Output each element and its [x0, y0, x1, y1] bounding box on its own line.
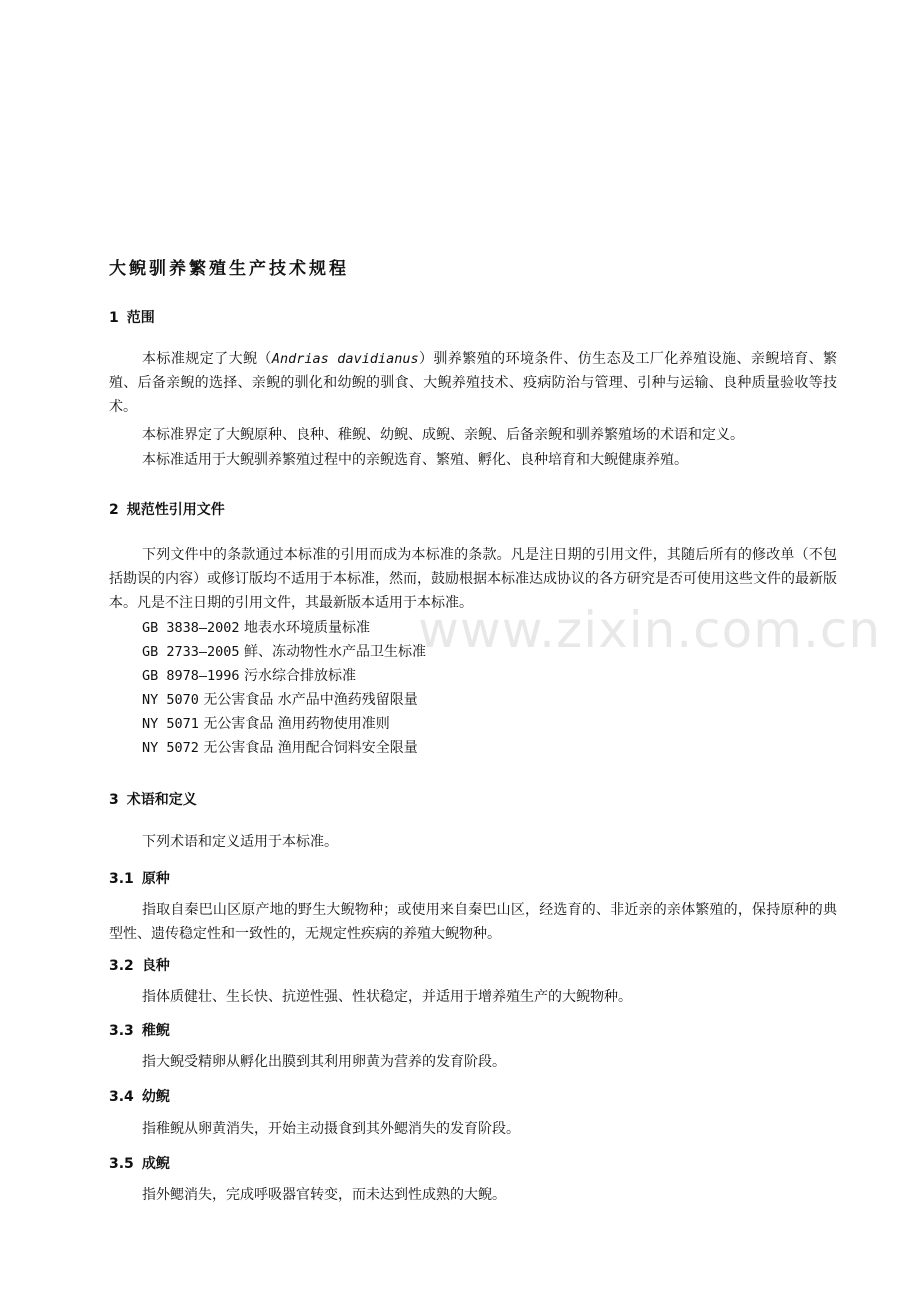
scope-p1-text-end: ）驯养繁殖的环境条件、仿生态及工厂化养殖设施、亲鲵培育、繁殖、后备亲鲵的选择、亲鲵的驯化和幼鲵的驯食、大鲵养殖技术、疫病防治与管理、引种与运输、良种质量验收等技术。: [109, 351, 838, 415]
reference-name: 无公害食品 水产品中渔药残留限量: [203, 692, 418, 708]
term-title: 幼鲵: [141, 1089, 170, 1105]
reference-code: NY 5071: [142, 716, 199, 732]
watermark: www.zixin.com.cn: [418, 601, 882, 659]
term-definition: 指稚鲵从卵黄消失，开始主动摄食到其外鳃消失的发育阶段。: [142, 1121, 520, 1137]
term-number: 3.3: [109, 1023, 134, 1039]
term-number: 3.4: [109, 1089, 134, 1105]
section-title: 规范性引用文件: [126, 502, 225, 518]
term-number: 3.1: [109, 871, 134, 887]
term-title: 原种: [141, 871, 170, 887]
document-title: 大鲵驯养繁殖生产技术规程: [109, 259, 349, 279]
term-title: 良种: [141, 958, 170, 974]
term-title: 成鲵: [141, 1156, 170, 1172]
reference-name: 地表水环境质量标准: [244, 620, 370, 636]
reference-item: [142, 688, 418, 712]
term-heading-original-species: [109, 868, 170, 888]
reference-code: GB 3838—2002: [142, 620, 240, 636]
reference-name: 鲜、冻动物性水产品卫生标准: [244, 644, 426, 660]
reference-code: GB 2733—2005: [142, 644, 240, 660]
reference-name: 无公害食品 渔用药物使用准则: [203, 716, 390, 732]
reference-item: [142, 664, 356, 688]
reference-code: NY 5072: [142, 740, 199, 756]
scope-paragraph-3: 本标准适用于大鲵驯养繁殖过程中的亲鲵选育、繁殖、孵化、良种培育和大鲵健康养殖。: [142, 452, 688, 468]
reference-item: [142, 616, 370, 640]
term-definition: 指取自秦巴山区原产地的野生大鲵物种；或使用来自秦巴山区，经选育的、非近亲的亲体繁殖的，保持原种的典型性、遗传稳定性和一致性的，无规定性疾病的养殖大鲵物种。: [109, 902, 837, 942]
term-number: 3.5: [109, 1156, 134, 1172]
reference-item: [142, 736, 418, 760]
section-title: 术语和定义: [126, 792, 197, 808]
reference-code: NY 5070: [142, 692, 199, 708]
section-heading-references: [109, 499, 225, 519]
term-number: 3.2: [109, 958, 134, 974]
section-number: 1: [109, 310, 119, 326]
scope-p1-text-start: 本标准规定了大鲵（: [142, 351, 272, 367]
section-number: 2: [109, 502, 119, 518]
term-heading-fine-breed: [109, 955, 170, 975]
reference-item: [142, 640, 426, 664]
references-paragraph: 下列文件中的条款通过本标准的引用而成为本标准的条款。凡是注日期的引用文件，其随后所有的修改单（不包括勘误的内容）或修订版均不适用于本标准，然而，鼓励根据本标准达成协议的各方研究是否可使用这些文件的最新版本。凡是不注日期的引用文件，其最新版本适用于本标准。: [109, 547, 837, 611]
section-title: 范围: [126, 310, 155, 326]
term-heading-larva: [109, 1020, 170, 1040]
term-definition: 指大鲵受精卵从孵化出膜到其利用卵黄为营养的发育阶段。: [142, 1054, 506, 1070]
terms-intro: 下列术语和定义适用于本标准。: [142, 834, 338, 850]
term-title: 稚鲵: [141, 1023, 170, 1039]
term-heading-juvenile: [109, 1086, 170, 1106]
reference-code: GB 8978—1996: [142, 668, 240, 684]
section-heading-terms: [109, 789, 197, 809]
section-number: 3: [109, 792, 119, 808]
term-definition: 指外鳃消失，完成呼吸器官转变，而未达到性成熟的大鲵。: [142, 1187, 506, 1203]
scope-p1-latin-name: Andrias davidianus: [271, 351, 419, 367]
reference-name: 无公害食品 渔用配合饲料安全限量: [203, 740, 418, 756]
reference-name: 污水综合排放标准: [244, 668, 356, 684]
term-heading-adult: [109, 1153, 170, 1173]
scope-paragraph-2: 本标准界定了大鲵原种、良种、稚鲵、幼鲵、成鲵、亲鲵、后备亲鲵和驯养繁殖场的术语和定义。: [142, 427, 744, 443]
term-definition: 指体质健壮、生长快、抗逆性强、性状稳定，并适用于增养殖生产的大鲵物种。: [142, 989, 632, 1005]
scope-paragraph-1: [109, 347, 837, 419]
reference-item: [142, 712, 390, 736]
section-heading-scope: [109, 307, 155, 327]
